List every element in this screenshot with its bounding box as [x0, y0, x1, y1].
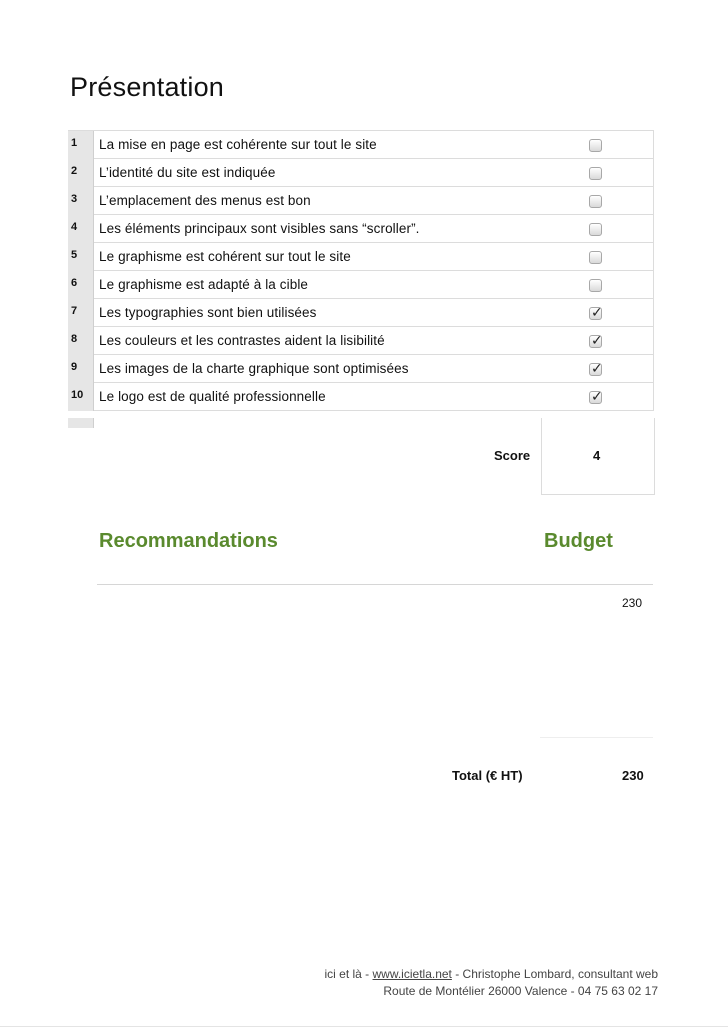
- row-right-border: [653, 299, 654, 327]
- footer: [325, 966, 659, 1000]
- row-label: Les typographies sont bien utilisées: [99, 305, 317, 320]
- row-label: Les éléments principaux sont visibles sans “scroller”.: [99, 221, 420, 236]
- row-number: 5: [71, 249, 78, 261]
- row-number: 4: [71, 221, 78, 233]
- row-label: Le graphisme est cohérent sur tout le site: [99, 249, 351, 264]
- checklist-row: [68, 383, 654, 411]
- budget-divider: [540, 737, 653, 738]
- row-right-border: [653, 327, 654, 355]
- row-label: L’identité du site est indiquée: [99, 165, 276, 180]
- row-number: 10: [71, 389, 84, 401]
- score-number-column: [68, 418, 94, 428]
- row-number: 9: [71, 361, 78, 373]
- row-label: L’emplacement des menus est bon: [99, 193, 311, 208]
- row-right-border: [653, 243, 654, 271]
- row-right-border: [653, 355, 654, 383]
- checklist-row: [68, 271, 654, 299]
- checklist-row: [68, 215, 654, 243]
- budget-title: Budget: [544, 530, 613, 552]
- checkmark-icon: ✓: [591, 332, 603, 348]
- row-number: 3: [71, 193, 78, 205]
- total-value: 230: [622, 768, 644, 783]
- checkbox-unchecked-icon[interactable]: [589, 279, 602, 292]
- page-bottom-rule: [0, 1026, 728, 1027]
- row-right-border: [653, 187, 654, 215]
- footer-prefix: ici et là -: [324, 967, 373, 981]
- footer-line-2: Route de Montélier 26000 Valence - 04 75 63 02 17: [383, 984, 658, 998]
- checkbox-checked-icon[interactable]: [589, 388, 603, 404]
- row-right-border: [653, 131, 654, 159]
- checkmark-icon: ✓: [591, 360, 603, 376]
- checkbox-unchecked-icon[interactable]: [589, 139, 602, 152]
- row-number: 7: [71, 305, 78, 317]
- checklist-row: [68, 355, 654, 383]
- checklist-table: [68, 130, 654, 411]
- row-label: Les couleurs et les contrastes aident la lisibilité: [99, 333, 385, 348]
- checkbox-unchecked-icon[interactable]: [589, 195, 602, 208]
- row-right-border: [653, 159, 654, 187]
- row-number: 2: [71, 165, 78, 177]
- row-right-border: [653, 383, 654, 411]
- row-number: 6: [71, 277, 78, 289]
- footer-line-1: [325, 966, 659, 983]
- checkbox-unchecked-icon[interactable]: [589, 223, 602, 236]
- row-label: Le logo est de qualité professionnelle: [99, 389, 326, 404]
- row-label: Les images de la charte graphique sont optimisées: [99, 361, 409, 376]
- checkbox-checked-icon[interactable]: [589, 332, 603, 348]
- checklist-row: [68, 243, 654, 271]
- checkmark-icon: ✓: [591, 388, 603, 404]
- row-label: Le graphisme est adapté à la cible: [99, 277, 309, 292]
- row-right-border: [653, 215, 654, 243]
- checkbox-checked-icon[interactable]: [589, 304, 603, 320]
- row-number: 8: [71, 333, 78, 345]
- score-label: Score: [494, 448, 531, 463]
- row-label: La mise en page est cohérente sur tout le site: [99, 137, 377, 152]
- row-right-border: [653, 271, 654, 299]
- row-number: 1: [71, 137, 78, 149]
- score-value: 4: [593, 448, 601, 463]
- checkbox-unchecked-icon[interactable]: [589, 251, 602, 264]
- checklist-row: [68, 159, 654, 187]
- budget-line-value: 230: [622, 596, 643, 610]
- checklist-row: [68, 131, 654, 159]
- total-label: Total (€ HT): [452, 768, 523, 783]
- footer-suffix: - Christophe Lombard, consultant web: [451, 967, 658, 981]
- section-divider: [97, 584, 653, 585]
- checklist-row: [68, 187, 654, 215]
- checklist-row: [68, 299, 654, 327]
- score-area: [68, 418, 654, 495]
- checkbox-unchecked-icon[interactable]: [589, 167, 602, 180]
- page-title: Présentation: [70, 72, 224, 102]
- recommendations-title: Recommandations: [99, 530, 278, 552]
- checklist-row: [68, 327, 654, 355]
- checkmark-icon: ✓: [591, 304, 603, 320]
- footer-website-link[interactable]: www.icietla.net: [372, 967, 452, 981]
- checkbox-checked-icon[interactable]: [589, 360, 603, 376]
